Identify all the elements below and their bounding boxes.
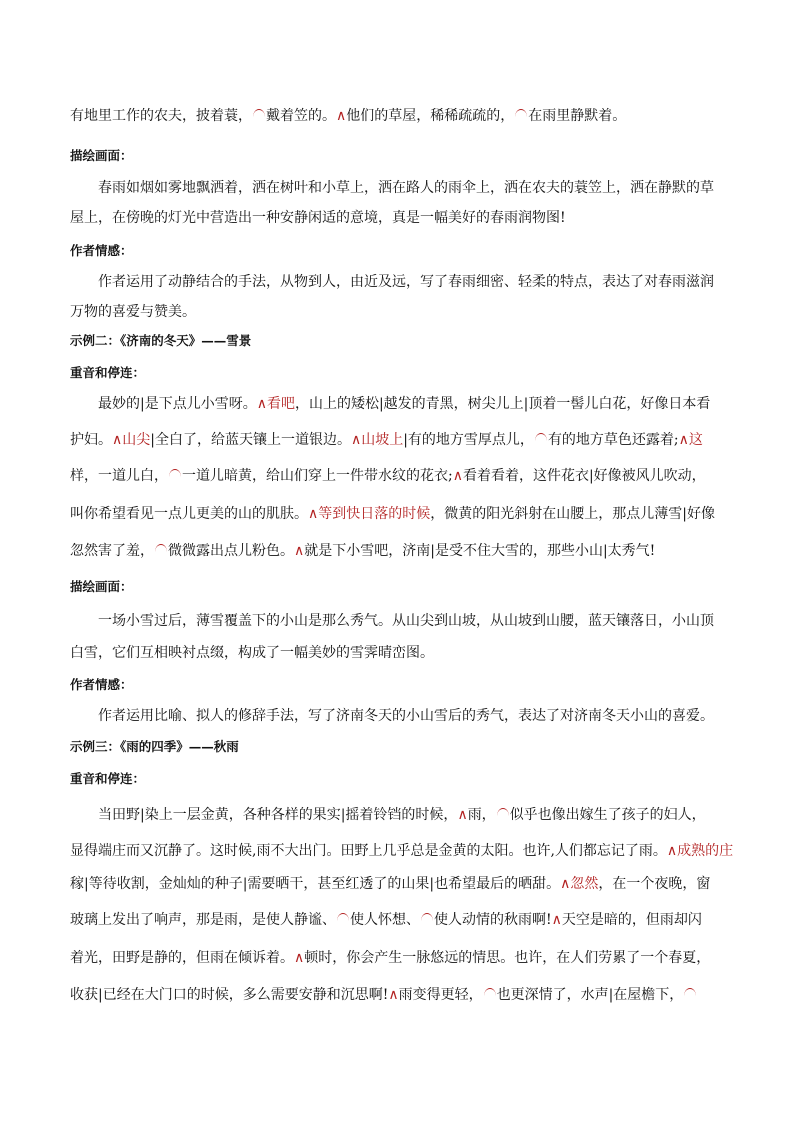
paragraph-line bbox=[70, 910, 702, 930]
section-heading: 重音和停连： bbox=[70, 365, 146, 380]
text-run: 作者运用比喻、拟人的修辞手法，写了济南冬天的小山雪后的秀气，表达了对济南冬天小山的喜爱。 bbox=[98, 708, 714, 724]
text-run: 有的地方草色还露着; bbox=[547, 432, 679, 448]
text-run: 白雪，它们互相映衬点缀，构成了一幅美妙的雪霁晴峦图。 bbox=[70, 645, 434, 661]
text-run: 雨变得更轻， bbox=[398, 987, 483, 1003]
text-run: 当田野|染上一层金黄，各种各样的果实|摇着铃铛的时候， bbox=[98, 807, 458, 823]
text-run: 一场小雪过后，薄雪覆盖下的小山是那么秀气。从山尖到山坡，从山坡到山腰，蓝天镶落日，小山顶 bbox=[98, 613, 714, 629]
liaison-arc-mark bbox=[155, 544, 167, 552]
text-run: 使人怀想、 bbox=[350, 912, 420, 928]
pause-mark: ∧ bbox=[452, 468, 463, 484]
paragraph-line bbox=[98, 706, 714, 726]
text-run: ，在一个夜晚，窗 bbox=[598, 876, 711, 892]
section-heading: 作者情感： bbox=[70, 243, 133, 258]
text-run: 收获|已经在大门口的时候，多么需要安静和沉思啊! bbox=[70, 987, 389, 1003]
text-run: 有地里工作的农夫，披着蓑， bbox=[70, 108, 252, 124]
liaison-arc-mark bbox=[497, 808, 509, 816]
section-heading: 作者情感： bbox=[70, 677, 133, 692]
paragraph-line bbox=[70, 466, 706, 486]
text-run: 着光，田野是静的，但雨在倾诉着。 bbox=[70, 950, 294, 966]
text-run: 天空是暗的，但雨却闪 bbox=[561, 912, 702, 928]
paragraph-line bbox=[70, 504, 715, 524]
paragraph-line bbox=[70, 302, 196, 322]
liaison-arc-mark bbox=[515, 109, 527, 117]
stress-text: ∧忽然 bbox=[560, 876, 599, 892]
paragraph-line bbox=[70, 874, 710, 894]
pause-mark: ∧ bbox=[551, 912, 562, 928]
section-heading: 示例二：《济南的冬天》——雪景 bbox=[70, 333, 252, 348]
stress-text: ∧这 bbox=[678, 432, 703, 448]
text-run: 屋上，在傍晚的灯光中营造出一种安静闲适的意境，真是一幅美好的春雨润物图! bbox=[70, 210, 566, 226]
text-run: 顿时，你会产生一脉悠远的情思。也许，在人们劳累了一个春夏， bbox=[304, 950, 711, 966]
section-heading: 重音和停连： bbox=[70, 771, 146, 786]
pause-mark: ∧ bbox=[294, 950, 305, 966]
text-run: 稼|等待收割，金灿灿的种子|需要晒干，甚至红透了的山果|也希望最后的晒甜。 bbox=[70, 876, 561, 892]
text-run: 在雨里静默着。 bbox=[528, 108, 627, 124]
text-run: |有的地方雪厚点儿， bbox=[403, 432, 534, 448]
stress-text: ∧山尖 bbox=[112, 432, 151, 448]
text-run: 万物的喜爱与赞美。 bbox=[70, 304, 196, 320]
text-run: |全白了，给蓝天镶上一道银边。 bbox=[150, 432, 351, 448]
text-run: 他们的草屋，稀稀疏疏的， bbox=[346, 108, 515, 124]
liaison-arc-mark bbox=[253, 109, 265, 117]
stress-text: ∧山坡上 bbox=[350, 432, 404, 448]
paragraph-line bbox=[98, 178, 714, 198]
text-run: 护妇。 bbox=[70, 432, 112, 448]
text-run: 看着看着，这件花衣|好像被风儿吹动， bbox=[462, 468, 706, 484]
text-run: 春雨如烟如雾地飘洒着，洒在树叶和小草上，洒在路人的雨伞上，洒在农夫的蓑笠上，洒在静默的草 bbox=[98, 180, 714, 196]
text-run: ，山上的矮松|越发的青黑，树尖儿上|顶着一髻儿白花，好像日本看 bbox=[294, 396, 711, 412]
liaison-arc-mark bbox=[484, 988, 496, 996]
paragraph-line bbox=[98, 394, 710, 414]
paragraph-line bbox=[70, 106, 626, 126]
text-run: 样，一道儿白， bbox=[70, 468, 168, 484]
paragraph-line bbox=[70, 948, 710, 968]
section-heading: 描绘画面： bbox=[70, 148, 133, 163]
liaison-arc-mark bbox=[169, 469, 181, 477]
text-run: 也更深情了，水声|在屋檐下， bbox=[496, 987, 684, 1003]
text-run: 就是下小雪吧，济南|是受不住大雪的，那些小山|太秀气! bbox=[304, 543, 656, 559]
pause-mark: ∧ bbox=[457, 807, 468, 823]
pause-mark: ∧ bbox=[388, 987, 399, 1003]
section-heading: 描绘画面： bbox=[70, 579, 133, 594]
liaison-arc-mark bbox=[337, 913, 349, 921]
paragraph-line bbox=[70, 643, 434, 663]
liaison-arc-mark bbox=[684, 988, 696, 996]
pause-mark: ∧ bbox=[336, 108, 347, 124]
text-run: 似乎也像出嫁生了孩子的妇人， bbox=[509, 807, 706, 823]
text-run: 使人动情的秋雨啊! bbox=[434, 912, 552, 928]
text-run: 显得端庄而又沉静了。这时候,雨不大出门。田野上几乎总是金黄的太阳。也许,人们都忘记了雨。 bbox=[70, 843, 667, 859]
stress-text: ∧等到快日落的时候 bbox=[308, 506, 431, 522]
stress-text: ∧看吧 bbox=[256, 396, 295, 412]
paragraph-line bbox=[98, 805, 706, 825]
text-run: 微微露出点儿粉色。 bbox=[168, 543, 294, 559]
text-run: 作者运用了动静结合的手法，从物到人，由近及远，写了春雨细密、轻柔的特点，表达了对春雨滋润 bbox=[98, 274, 714, 290]
liaison-arc-mark bbox=[421, 913, 433, 921]
liaison-arc-mark bbox=[535, 433, 547, 441]
text-run: 一道儿暗黄，给山们穿上一件带水纹的花衣; bbox=[182, 468, 453, 484]
paragraph-line bbox=[70, 208, 566, 228]
text-run: 戴着笠的。 bbox=[266, 108, 336, 124]
paragraph-line bbox=[98, 272, 714, 292]
stress-text: ∧成熟的庄 bbox=[666, 843, 734, 859]
paragraph-line bbox=[70, 985, 697, 1005]
paragraph-line bbox=[98, 611, 714, 631]
text-run: ，微黄的阳光斜射在山腰上，那点儿薄雪|好像 bbox=[430, 506, 715, 522]
paragraph-line bbox=[70, 430, 703, 450]
text-run: 最妙的|是下点儿小雪呀。 bbox=[98, 396, 257, 412]
text-run: 玻璃上发出了响声，那是雨，是使人静谧、 bbox=[70, 912, 336, 928]
text-run: 雨， bbox=[467, 807, 496, 823]
paragraph-line bbox=[70, 841, 733, 861]
section-heading: 示例三：《雨的四季》——秋雨 bbox=[70, 739, 239, 754]
paragraph-line bbox=[70, 541, 655, 561]
text-run: 叫你希望看见一点儿更美的山的肌肤。 bbox=[70, 506, 308, 522]
text-run: 忽然害了羞， bbox=[70, 543, 154, 559]
pause-mark: ∧ bbox=[294, 543, 305, 559]
